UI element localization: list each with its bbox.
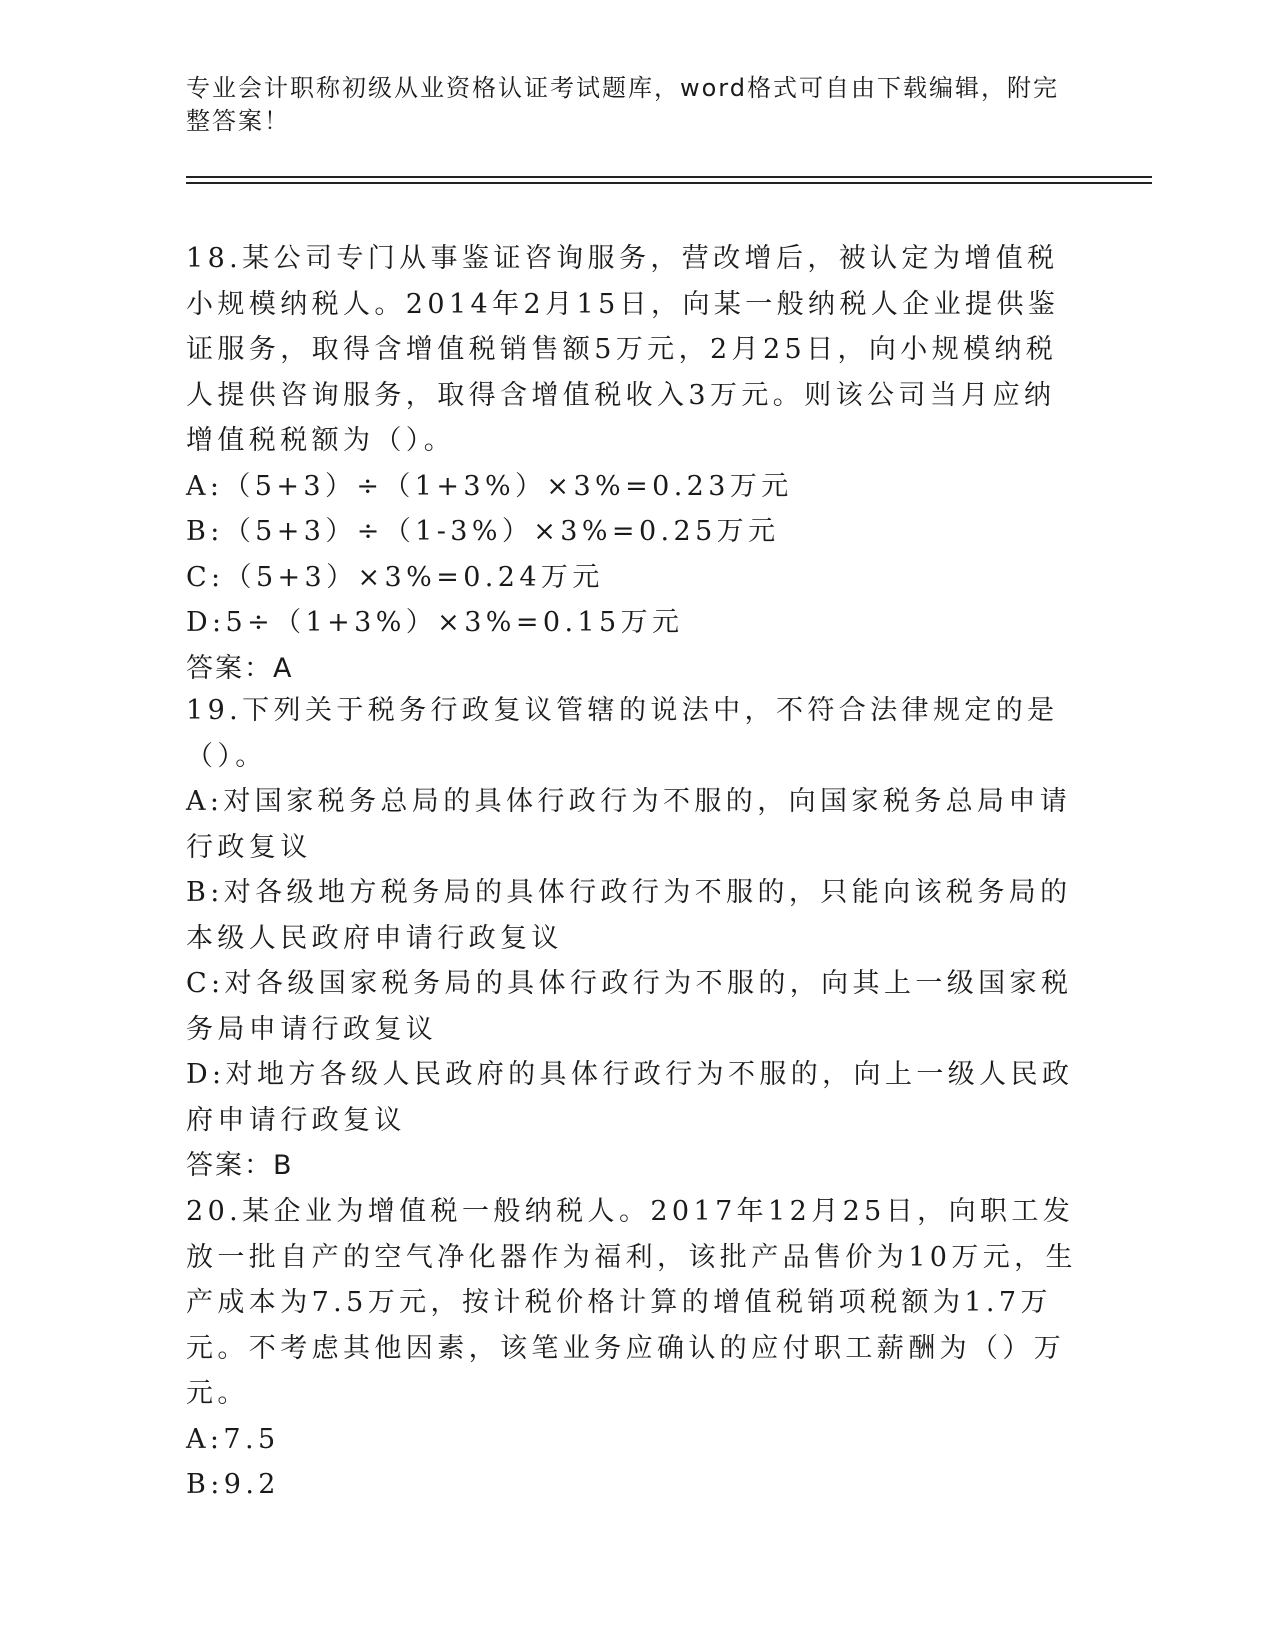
option-a: A:（5+3）÷（1+3%）×3%=0.23万元	[186, 470, 793, 502]
answer: 答案：B	[186, 1150, 294, 1181]
option-b: B:9.2	[186, 1469, 280, 1500]
option-b: B:（5+3）÷（1-3%）×3%=0.25万元	[186, 516, 780, 547]
header-divider-second	[186, 182, 1152, 184]
page-header: 专业会计职称初级从业资格认证考试题库，word格式可自由下载编辑，附完整答案！	[186, 74, 1059, 135]
option-b: B:对各级地方税务局的具体行政行为不服的，只能向该税务局的本级人民政府申请行政复议	[186, 877, 1072, 954]
question-stem: 20.某企业为增值税一般纳税人。2017年12月25日，向职工发放一批自产的空气净化器作为福利，该批产品售价为10万元，生产成本为7.5万元，按计税价格计算的增值税销项税额为1.7万元。不考虑其他因素，该笔业务应确认的应付职工薪酬为（）万元。	[186, 1196, 1077, 1409]
question-stem: 18.某公司专门从事鉴证咨询服务，营改增后，被认定为增值税小规模纳税人。2014年2月15日，向某一般纳税人企业提供鉴证服务，取得含增值税销售额5万元，2月25日，向小规模纳税人提供咨询服务，取得含增值税收入3万元。则该公司当月应纳增值税税额为（）。	[186, 243, 1060, 456]
question-stem: 19.下列关于税务行政复议管辖的说法中，不符合法律规定的是（）。	[186, 695, 1059, 772]
option-c: C:对各级国家税务局的具体行政行为不服的，向其上一级国家税务局申请行政复议	[186, 968, 1073, 1045]
option-d: D:对地方各级人民政府的具体行政行为不服的，向上一级人民政府申请行政复议	[186, 1059, 1074, 1136]
answer: 答案：A	[186, 652, 294, 684]
header-divider	[186, 176, 1152, 178]
question-20	[186, 1189, 1086, 1508]
option-a: A:对国家税务总局的具体行政行为不服的，向国家税务总局申请行政复议	[186, 786, 1072, 863]
option-c: C:（5+3）×3%=0.24万元	[186, 561, 604, 593]
question-19	[186, 688, 1086, 1189]
option-a: A:7.5	[186, 1423, 280, 1455]
question-18	[186, 236, 1086, 691]
option-d: D:5÷（1+3%）×3%=0.15万元	[186, 607, 684, 638]
